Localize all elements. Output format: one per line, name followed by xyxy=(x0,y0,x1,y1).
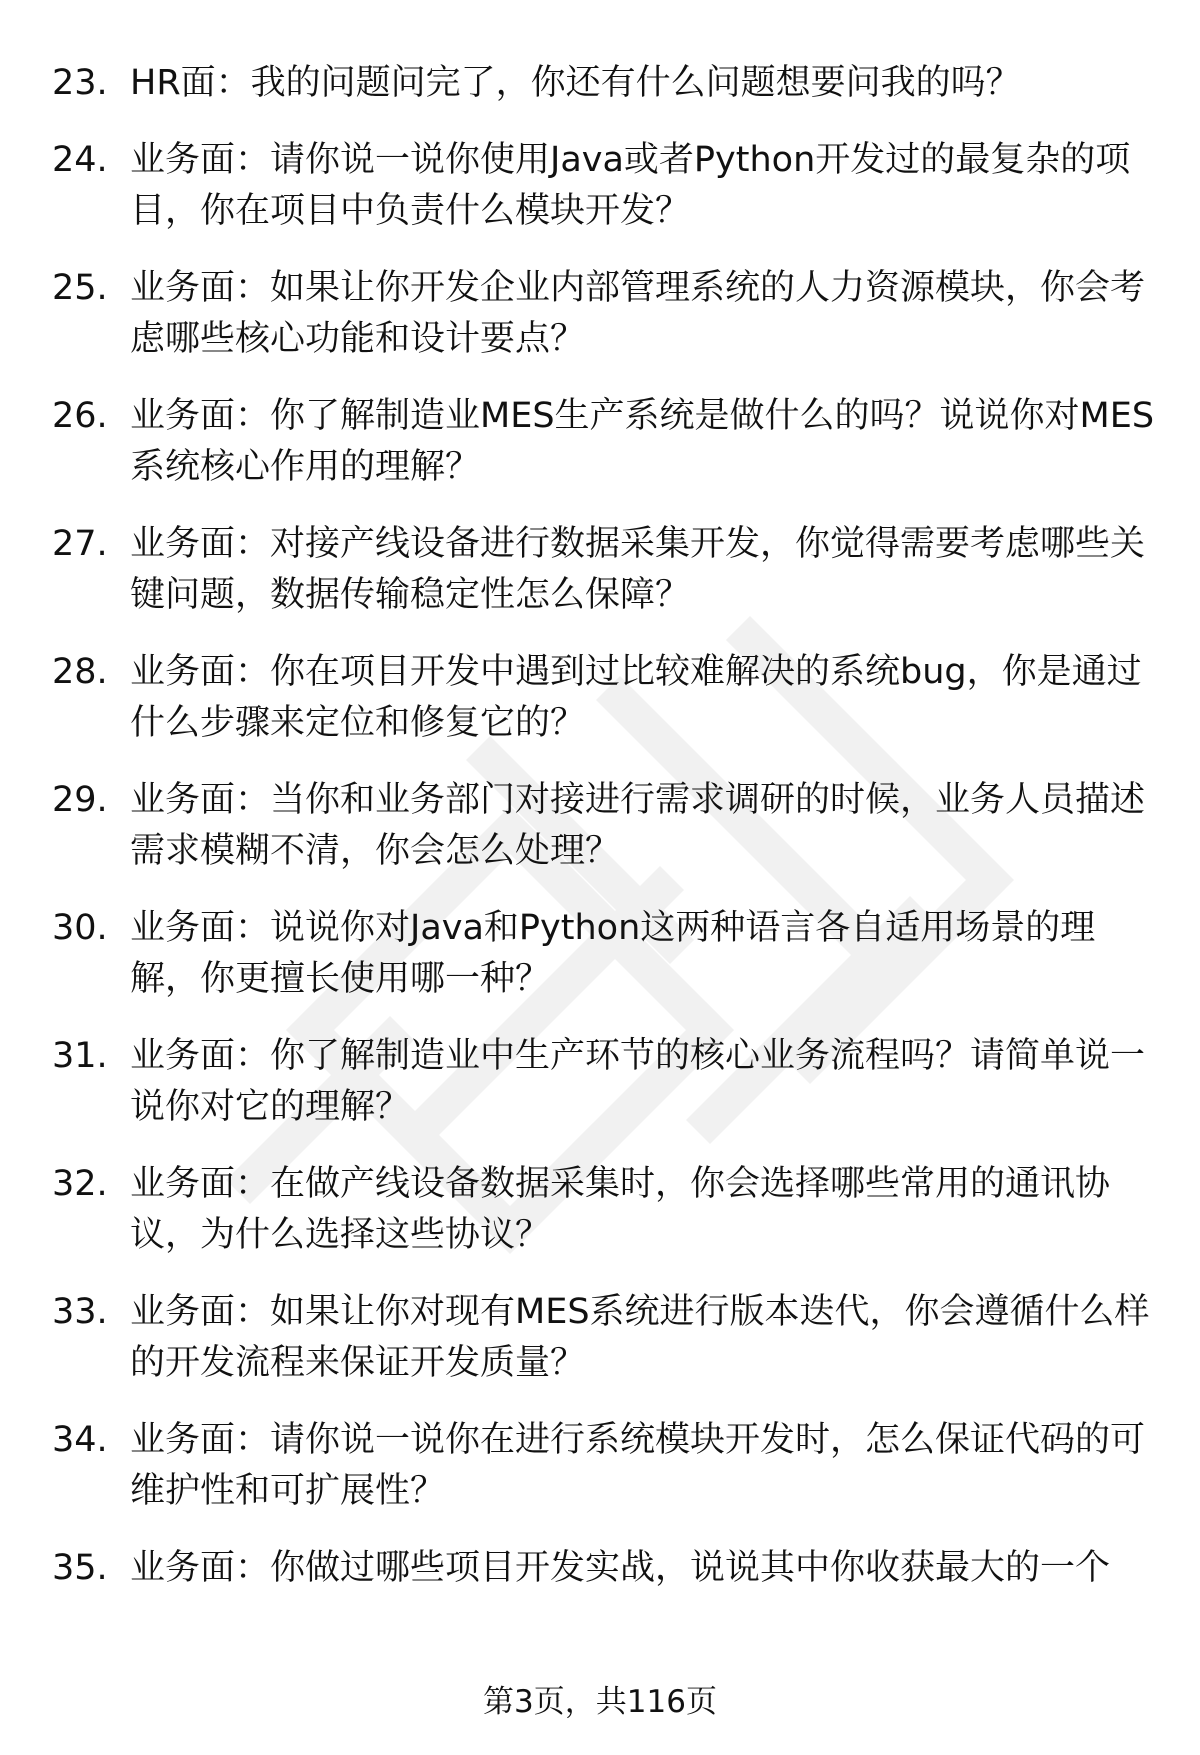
question-text: HR面：我的问题问完了，你还有什么问题想要问我的吗？ xyxy=(130,63,1021,103)
question-number: 25. xyxy=(52,268,108,308)
question-number: 32. xyxy=(52,1164,108,1204)
question-number: 27. xyxy=(52,524,108,564)
question-number: 26. xyxy=(52,396,108,436)
question-number: 24. xyxy=(52,140,108,180)
question-item xyxy=(52,135,1162,237)
question-text: 业务面：你了解制造业中生产环节的核心业务流程吗？请简单说一说你对它的理解？ xyxy=(130,1036,1146,1127)
question-number: 33. xyxy=(52,1292,108,1332)
question-item xyxy=(52,1287,1162,1389)
question-text: 业务面：说说你对Java和Python这两种语言各自适用场景的理解，你更擅长使用哪一种？ xyxy=(130,908,1096,999)
question-item xyxy=(52,1031,1162,1133)
question-item xyxy=(52,903,1162,1005)
question-text: 业务面：对接产线设备进行数据采集开发，你觉得需要考虑哪些关键问题，数据传输稳定性怎么保障？ xyxy=(130,524,1146,615)
question-item xyxy=(52,391,1162,493)
question-text: 业务面：请你说一说你使用Java或者Python开发过的最复杂的项目，你在项目中负责什么模块开发？ xyxy=(130,140,1131,231)
question-item xyxy=(52,519,1162,621)
question-number: 28. xyxy=(52,652,108,692)
question-number: 34. xyxy=(52,1420,108,1460)
question-number: 23. xyxy=(52,63,108,103)
question-list xyxy=(52,58,1162,1620)
question-item xyxy=(52,263,1162,365)
question-number: 31. xyxy=(52,1036,108,1076)
question-text: 业务面：你在项目开发中遇到过比较难解决的系统bug，你是通过什么步骤来定位和修复它的？ xyxy=(130,652,1142,743)
question-item xyxy=(52,1543,1162,1594)
question-number: 35. xyxy=(52,1548,108,1588)
question-text: 业务面：当你和业务部门对接进行需求调研的时候，业务人员描述需求模糊不清，你会怎么处理？ xyxy=(130,780,1146,871)
question-item xyxy=(52,647,1162,749)
question-item xyxy=(52,775,1162,877)
question-text: 业务面：你做过哪些项目开发实战，说说其中你收获最大的一个 xyxy=(130,1548,1111,1588)
question-text: 业务面：在做产线设备数据采集时，你会选择哪些常用的通讯协议，为什么选择这些协议？ xyxy=(130,1164,1111,1255)
question-item xyxy=(52,1415,1162,1517)
question-item xyxy=(52,58,1162,109)
question-number: 30. xyxy=(52,908,108,948)
question-text: 业务面：如果让你开发企业内部管理系统的人力资源模块，你会考虑哪些核心功能和设计要点？ xyxy=(130,268,1146,359)
question-text: 业务面：如果让你对现有MES系统进行版本迭代，你会遵循什么样的开发流程来保证开发质量？ xyxy=(130,1292,1150,1383)
question-text: 业务面：你了解制造业MES生产系统是做什么的吗？说说你对MES系统核心作用的理解？ xyxy=(130,396,1155,487)
page-number-footer: 第3页，共116页 xyxy=(483,1684,717,1720)
question-text: 业务面：请你说一说你在进行系统模块开发时，怎么保证代码的可维护性和可扩展性？ xyxy=(130,1420,1146,1511)
question-number: 29. xyxy=(52,780,108,820)
question-item xyxy=(52,1159,1162,1261)
